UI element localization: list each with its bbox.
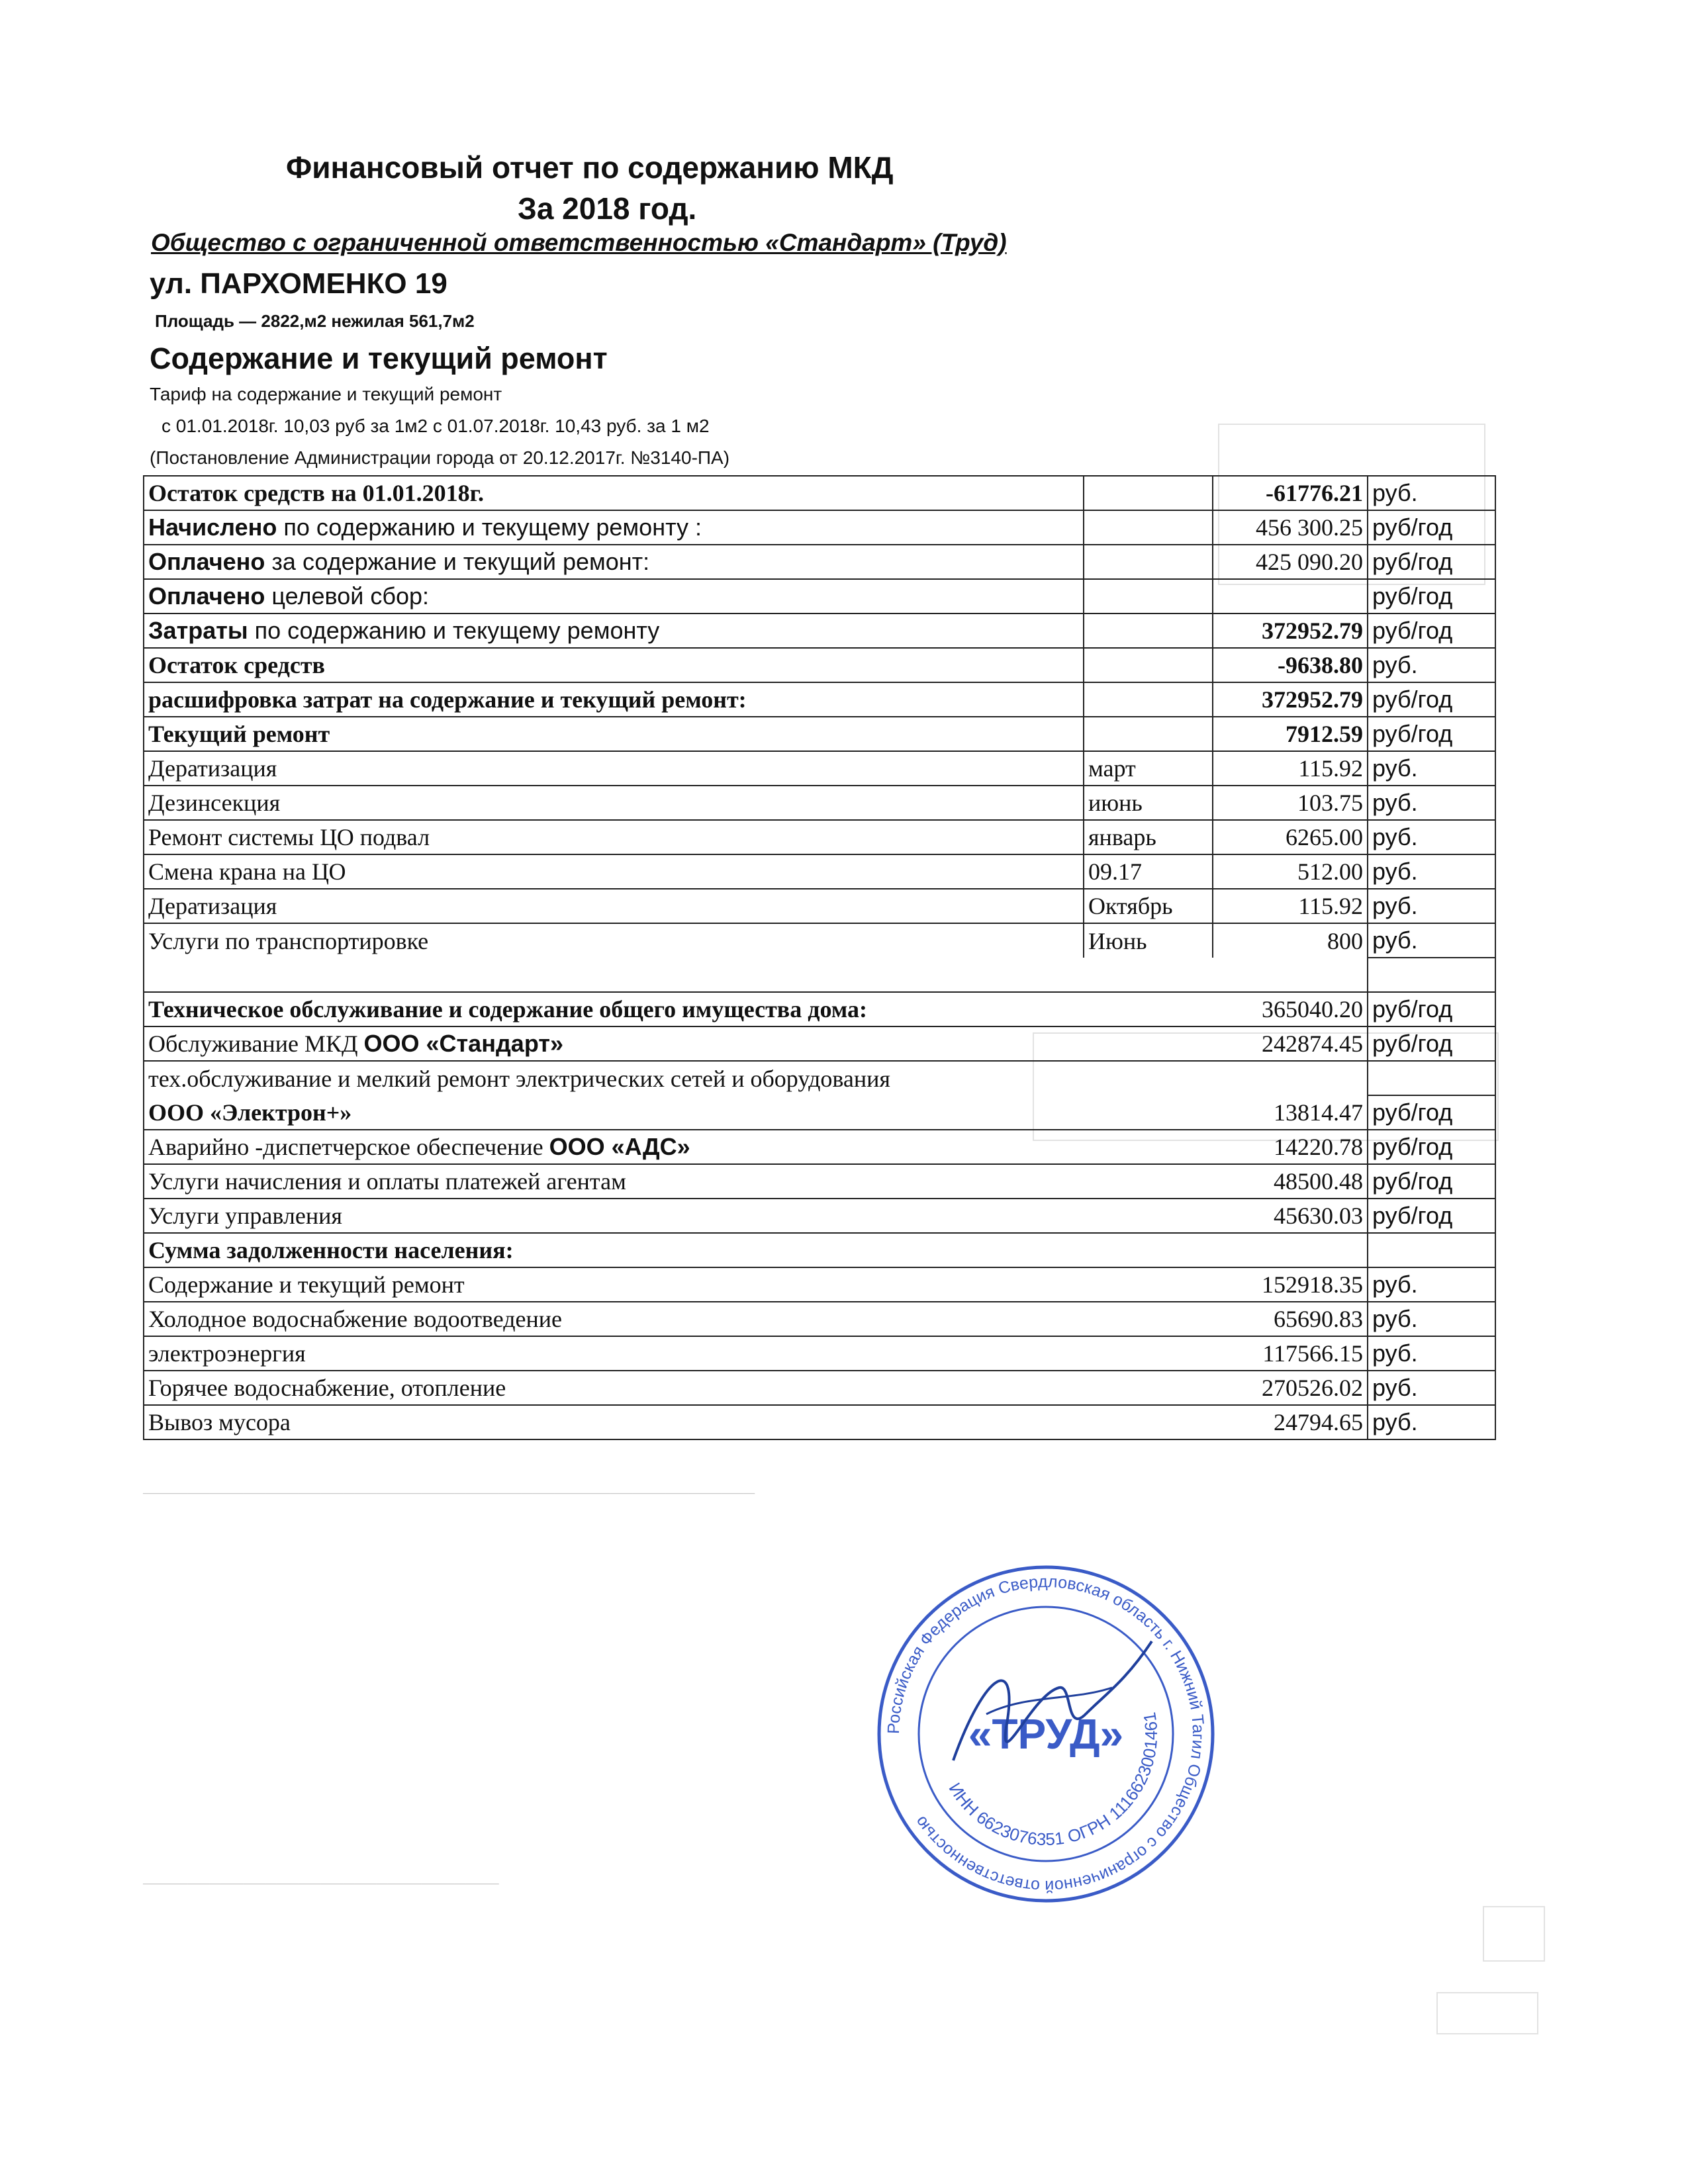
repair-label: Услуги по транспортировке bbox=[144, 923, 1084, 958]
emergency-label: Аварийно -диспетчерское обеспечение ООО «АДС» bbox=[144, 1130, 1084, 1164]
electric-value: 13814.47 bbox=[1213, 1095, 1368, 1130]
repair-label: Дератизация bbox=[144, 889, 1084, 923]
table-row bbox=[144, 1026, 1495, 1061]
unit: руб. bbox=[1368, 1336, 1495, 1371]
billing-value: 48500.48 bbox=[1213, 1164, 1368, 1199]
cost-breakdown-value: 372952.79 bbox=[1213, 682, 1368, 717]
unit: руб. bbox=[1368, 923, 1495, 958]
table-row bbox=[144, 545, 1495, 579]
closing-balance-label: Остаток средств bbox=[144, 648, 1084, 682]
debt-label: Горячее водоснабжение, отопление bbox=[144, 1371, 1084, 1405]
unit: руб/год bbox=[1368, 1164, 1495, 1199]
repair-value: 115.92 bbox=[1213, 889, 1368, 923]
unit: руб. bbox=[1368, 1302, 1495, 1336]
repair-row bbox=[144, 820, 1495, 854]
unit: руб/год bbox=[1368, 1130, 1495, 1164]
unit: руб/год bbox=[1368, 510, 1495, 545]
table-row bbox=[144, 1095, 1495, 1130]
empty-cell bbox=[1213, 958, 1368, 992]
debt-row bbox=[144, 1371, 1495, 1405]
repair-period: январь bbox=[1084, 820, 1213, 854]
stamp-ring-text: Российская Федерация Свердловская область г. Нижний Тагил Общество с ограниченной ответственностью bbox=[884, 1572, 1208, 1896]
repair-period: июнь bbox=[1084, 786, 1213, 820]
table-row bbox=[144, 1233, 1495, 1267]
address: ул. ПАРХОМЕНКО 19 bbox=[150, 267, 447, 300]
empty-cell bbox=[1084, 717, 1213, 751]
table-row bbox=[144, 1130, 1495, 1164]
debt-label: Вывоз мусора bbox=[144, 1405, 1084, 1439]
bleed-through-box bbox=[1483, 1906, 1545, 1962]
maintenance-label: Техническое обслуживание и содержание общего имущества дома: bbox=[144, 992, 1084, 1026]
table-row bbox=[144, 648, 1495, 682]
unit: руб. bbox=[1368, 648, 1495, 682]
current-repair-value: 7912.59 bbox=[1213, 717, 1368, 751]
debt-value: 65690.83 bbox=[1213, 1302, 1368, 1336]
table-row bbox=[144, 1061, 1495, 1095]
table-row bbox=[144, 1164, 1495, 1199]
stamp-center-text: «ТРУД» bbox=[968, 1710, 1124, 1758]
table-row bbox=[144, 682, 1495, 717]
maintenance-value: 365040.20 bbox=[1213, 992, 1368, 1026]
company-name: Общество с ограниченной ответственностью «Стандарт» (Труд) bbox=[151, 229, 1007, 256]
repair-period: Июнь bbox=[1084, 923, 1213, 958]
repair-value: 800 bbox=[1213, 923, 1368, 958]
target-fee-label: Оплачено целевой сбор: bbox=[144, 579, 1084, 614]
opening-balance-value: -61776.21 bbox=[1213, 476, 1368, 510]
billing-label: Услуги начисления и оплаты платежей агентам bbox=[144, 1164, 1084, 1199]
stamp-inner-text: ИНН 6623076351 ОГРН 1116623001461 bbox=[945, 1711, 1162, 1850]
unit: руб. bbox=[1368, 889, 1495, 923]
service-mkd-value: 242874.45 bbox=[1213, 1026, 1368, 1061]
empty-cell bbox=[1368, 958, 1495, 992]
section-title: Содержание и текущий ремонт bbox=[150, 341, 608, 375]
unit: руб/год bbox=[1368, 1026, 1495, 1061]
table-row bbox=[144, 992, 1495, 1026]
empty-cell bbox=[1368, 1061, 1495, 1095]
empty-cell bbox=[1084, 1095, 1213, 1130]
debt-value: 152918.35 bbox=[1213, 1267, 1368, 1302]
table-row bbox=[144, 614, 1495, 648]
unit: руб. bbox=[1368, 1405, 1495, 1439]
debt-row bbox=[144, 1302, 1495, 1336]
debt-header: Сумма задолженности населения: bbox=[144, 1233, 1368, 1267]
bleed-through-text: _______________________________________________________ bbox=[143, 1489, 755, 1510]
bleed-through-box bbox=[1436, 1992, 1538, 2034]
unit: руб. bbox=[1368, 854, 1495, 889]
accrued-value: 456 300.25 bbox=[1213, 510, 1368, 545]
repair-label: Дератизация bbox=[144, 751, 1084, 786]
unit: руб/год bbox=[1368, 1199, 1495, 1233]
empty-cell bbox=[1368, 1233, 1495, 1267]
empty-cell bbox=[1084, 1164, 1213, 1199]
closing-balance-value: -9638.80 bbox=[1213, 648, 1368, 682]
unit: руб. bbox=[1368, 751, 1495, 786]
management-value: 45630.03 bbox=[1213, 1199, 1368, 1233]
service-mkd-label: Обслуживание МКД ООО «Стандарт» bbox=[144, 1026, 1084, 1061]
repair-value: 512.00 bbox=[1213, 854, 1368, 889]
empty-cell bbox=[1084, 1199, 1213, 1233]
empty-cell bbox=[1084, 1371, 1213, 1405]
repair-row bbox=[144, 923, 1495, 958]
opening-balance-label: Остаток средств на 01.01.2018г. bbox=[144, 476, 1084, 510]
area-info: Площадь — 2822,м2 нежилая 561,7м2 bbox=[155, 311, 475, 331]
debt-label: электроэнергия bbox=[144, 1336, 1084, 1371]
empty-cell bbox=[1084, 614, 1213, 648]
repair-period: Октябрь bbox=[1084, 889, 1213, 923]
target-fee-value bbox=[1213, 579, 1368, 614]
empty-cell bbox=[1084, 1405, 1213, 1439]
debt-value: 24794.65 bbox=[1213, 1405, 1368, 1439]
debt-value: 270526.02 bbox=[1213, 1371, 1368, 1405]
tariff-rates: с 01.01.2018г. 10,03 руб за 1м2 с 01.07.2018г. 10,43 руб. за 1 м2 bbox=[162, 416, 710, 436]
management-label: Услуги управления bbox=[144, 1199, 1084, 1233]
empty-cell bbox=[1084, 579, 1213, 614]
company-stamp bbox=[874, 1562, 1218, 1906]
unit: руб/год bbox=[1368, 545, 1495, 579]
repair-value: 103.75 bbox=[1213, 786, 1368, 820]
table-row bbox=[144, 1199, 1495, 1233]
unit: руб. bbox=[1368, 476, 1495, 510]
debt-value: 117566.15 bbox=[1213, 1336, 1368, 1371]
repair-row bbox=[144, 854, 1495, 889]
table-row bbox=[144, 717, 1495, 751]
spacer-row bbox=[144, 958, 1495, 992]
accrued-label: Начислено по содержанию и текущему ремонту : bbox=[144, 510, 1084, 545]
debt-label: Содержание и текущий ремонт bbox=[144, 1267, 1084, 1302]
debt-row bbox=[144, 1405, 1495, 1439]
costs-label: Затраты по содержанию и текущему ремонту bbox=[144, 614, 1084, 648]
emergency-value: 14220.78 bbox=[1213, 1130, 1368, 1164]
current-repair-label: Текущий ремонт bbox=[144, 717, 1084, 751]
table-row bbox=[144, 476, 1495, 510]
unit: руб. bbox=[1368, 820, 1495, 854]
empty-cell bbox=[1084, 958, 1213, 992]
resolution-note: (Постановление Администрации города от 20.12.2017г. №3140-ПА) bbox=[150, 447, 730, 468]
unit: руб/год bbox=[1368, 992, 1495, 1026]
empty-cell bbox=[144, 958, 1084, 992]
unit: руб. bbox=[1368, 1371, 1495, 1405]
repair-value: 6265.00 bbox=[1213, 820, 1368, 854]
empty-cell bbox=[1084, 1130, 1213, 1164]
table-row bbox=[144, 579, 1495, 614]
report-title: Финансовый отчет по содержанию МКД bbox=[286, 150, 894, 185]
empty-cell bbox=[1084, 648, 1213, 682]
empty-cell bbox=[1084, 1267, 1213, 1302]
unit: руб/год bbox=[1368, 682, 1495, 717]
opening-balance-mid bbox=[1084, 476, 1213, 510]
costs-value: 372952.79 bbox=[1213, 614, 1368, 648]
unit: руб/год bbox=[1368, 579, 1495, 614]
electric-label: тех.обслуживание и мелкий ремонт электрических сетей и оборудования bbox=[144, 1061, 1368, 1095]
repair-label: Дезинсекция bbox=[144, 786, 1084, 820]
bleed-through-text: ________________________________ bbox=[143, 1880, 499, 1900]
unit: руб/год bbox=[1368, 717, 1495, 751]
empty-cell bbox=[1084, 682, 1213, 717]
empty-cell bbox=[1084, 1336, 1213, 1371]
cost-breakdown-label: расшифровка затрат на содержание и текущий ремонт: bbox=[144, 682, 1084, 717]
debt-label: Холодное водоснабжение водоотведение bbox=[144, 1302, 1084, 1336]
paid-value: 425 090.20 bbox=[1213, 545, 1368, 579]
unit: руб. bbox=[1368, 786, 1495, 820]
repair-value: 115.92 bbox=[1213, 751, 1368, 786]
empty-cell bbox=[1084, 992, 1213, 1026]
repair-row bbox=[144, 786, 1495, 820]
repair-label: Ремонт системы ЦО подвал bbox=[144, 820, 1084, 854]
repair-row bbox=[144, 751, 1495, 786]
unit: руб. bbox=[1368, 1267, 1495, 1302]
debt-row bbox=[144, 1336, 1495, 1371]
empty-cell bbox=[1084, 1302, 1213, 1336]
repair-label: Смена крана на ЦО bbox=[144, 854, 1084, 889]
report-year: За 2018 год. bbox=[518, 191, 697, 226]
table-row bbox=[144, 510, 1495, 545]
electric-company: ООО «Электрон+» bbox=[144, 1095, 1084, 1130]
repair-period: 09.17 bbox=[1084, 854, 1213, 889]
unit: руб/год bbox=[1368, 614, 1495, 648]
unit: руб/год bbox=[1368, 1095, 1495, 1130]
paid-label: Оплачено за содержание и текущий ремонт: bbox=[144, 545, 1084, 579]
empty-cell bbox=[1084, 545, 1213, 579]
empty-cell bbox=[1084, 1026, 1213, 1061]
debt-row bbox=[144, 1267, 1495, 1302]
repair-period: март bbox=[1084, 751, 1213, 786]
repair-row bbox=[144, 889, 1495, 923]
tariff-heading: Тариф на содержание и текущий ремонт bbox=[150, 384, 502, 404]
empty-cell bbox=[1084, 510, 1213, 545]
report-table bbox=[143, 475, 1496, 1440]
